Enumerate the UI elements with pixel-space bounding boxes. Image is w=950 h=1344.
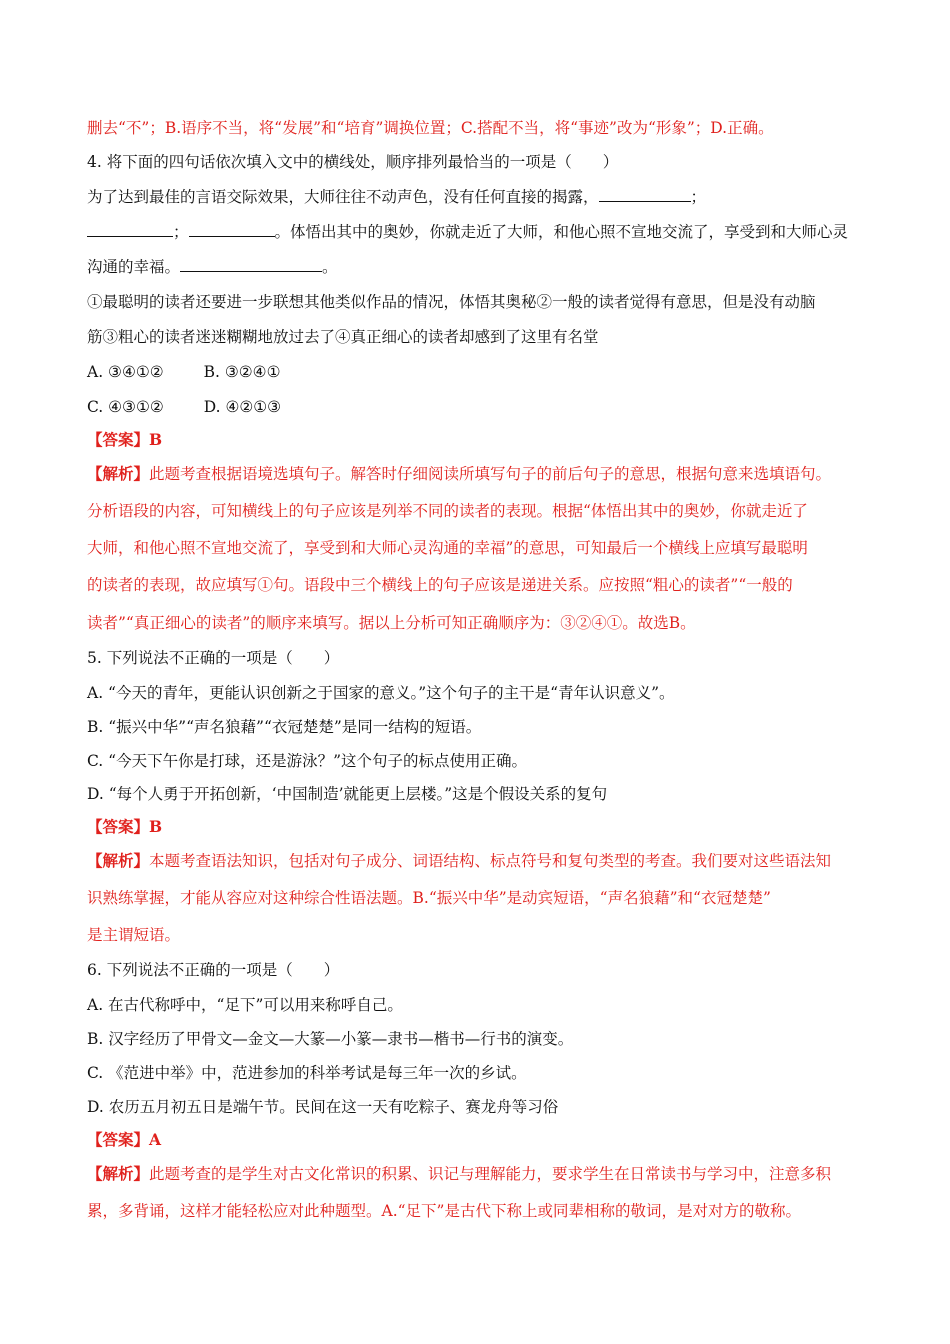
- q5-analysis-line1: [87, 851, 831, 871]
- blank-4: [180, 257, 322, 272]
- prev-analysis-tail: 删去“不”；B.语序不当，将“发展”和“培育”调换位置；C.搭配不当，将“事迹”改为“形象”；D.正确。: [87, 119, 774, 137]
- q5-answer: 【答案】B: [87, 817, 163, 836]
- q4-option-c: C. ④③①②: [87, 398, 164, 416]
- q4-option-a: A. ③④①②: [87, 363, 164, 381]
- q4-stem: 4. 将下面的四句话依次填入文中的横线处，顺序排列最恰当的一项是（ ）: [87, 153, 619, 171]
- q5-stem: 5. 下列说法不正确的一项是（ ）: [87, 649, 340, 667]
- q4-options-row2: [87, 397, 281, 417]
- blank-1: [599, 187, 691, 202]
- q4-passage-punct-1: ；: [690, 188, 707, 206]
- blank-3: [189, 222, 275, 237]
- q4-passage-text-3: 沟通的幸福。: [87, 258, 181, 276]
- q5-analysis-line3: 是主谓短语。: [87, 926, 181, 944]
- q5-analysis-line2: 识熟练掌握，才能从容应对这种综合性语法题。B.“振兴中华”是动宾短语，“声名狼藉”和“衣冠楚楚”: [87, 889, 771, 907]
- q4-answer: 【答案】B: [87, 430, 163, 449]
- q6-stem: 6. 下列说法不正确的一项是（ ）: [87, 961, 340, 979]
- q4-passage-line1: [87, 187, 706, 207]
- q6-option-c: C. 《范进中举》中，范进参加的科举考试是每三年一次的乡试。: [87, 1064, 527, 1082]
- q6-answer: 【答案】A: [87, 1130, 162, 1149]
- q5-analysis-tag: 【解析】: [87, 851, 150, 870]
- q4-analysis-line1: [87, 464, 831, 484]
- q4-analysis-line4: 的读者的表现，故应填写①句。语段中三个横线上的句子应该是递进关系。应按照“粗心的读者”“一般的: [87, 576, 793, 594]
- q6-analysis-tag: 【解析】: [87, 1164, 150, 1183]
- q6-option-a: A. 在古代称呼中，“足下”可以用来称呼自己。: [87, 996, 403, 1014]
- q6-analysis-line2: 累，多背诵，这样才能轻松应对此种题型。A.“足下”是古代下称上或同辈相称的敬词，是对对方的敬称。: [87, 1202, 801, 1220]
- blank-2: [87, 222, 173, 237]
- q4-sentences-2: 筋③粗心的读者迷迷糊糊地放过去了④真正细心的读者却感到了这里有名堂: [87, 328, 599, 346]
- q4-sentences-1: ①最聪明的读者还要进一步联想其他类似作品的情况，体悟其奥秘②一般的读者觉得有意思，但是没有动脑: [87, 293, 816, 311]
- q4-analysis-line2: 分析语段的内容，可知横线上的句子应该是列举不同的读者的表现。根据“体悟出其中的奥妙，你就走近了: [87, 502, 808, 520]
- q4-analysis-text-1: 此题考查根据语境选填句子。解答时仔细阅读所填写句子的前后句子的意思，根据句意来选填语句。: [149, 465, 832, 483]
- q4-passage-punct-3: 。: [322, 258, 338, 276]
- q4-analysis-tag: 【解析】: [87, 464, 150, 483]
- q6-option-b: B. 汉字经历了甲骨文—金文—大篆—小篆—隶书—楷书—行书的演变。: [87, 1030, 574, 1048]
- q5-option-a: A. “今天的青年，更能认识创新之于国家的意义。”这个句子的主干是“青年认识意义”。: [87, 684, 675, 702]
- q4-passage-line3: [87, 257, 338, 277]
- q4-passage-text-1: 为了达到最佳的言语交际效果，大师往往不动声色，没有任何直接的揭露，: [87, 188, 599, 206]
- q4-options-row1: [87, 362, 280, 382]
- q4-passage-punct-2: ；: [173, 223, 189, 241]
- q4-analysis-line3: 大师，和他心照不宣地交流了，享受到和大师心灵沟通的幸福”的意思，可知最后一个横线上应填写最聪明: [87, 539, 808, 557]
- q5-analysis-text-1: 本题考查语法知识，包括对句子成分、词语结构、标点符号和复句类型的考查。我们要对这些语法知: [149, 852, 832, 870]
- q4-option-d: D. ④②①③: [203, 398, 282, 416]
- q4-option-b: B. ③②④①: [203, 363, 281, 381]
- q6-option-d: D. 农历五月初五日是端午节。民间在这一天有吃粽子、赛龙舟等习俗: [87, 1098, 559, 1116]
- q6-analysis-line1: [87, 1164, 831, 1184]
- q4-passage-line2: [87, 222, 848, 242]
- q5-option-d: D. “每个人勇于开拓创新，‘中国制造’就能更上层楼。”这是个假设关系的复句: [87, 785, 608, 803]
- q6-analysis-text-1: 此题考查的是学生对古文化常识的积累、识记与理解能力，要求学生在日常读书与学习中，注意多积: [149, 1165, 832, 1183]
- q4-analysis-line5: 读者”“真正细心的读者”的顺序来填写。据以上分析可知正确顺序为：③②④①。故选B。: [87, 614, 696, 632]
- q4-passage-text-2: 。体悟出其中的奥妙，你就走近了大师，和他心照不宣地交流了，享受到和大师心灵: [274, 223, 849, 241]
- q5-option-b: B. “振兴中华”“声名狼藉”“衣冠楚楚”是同一结构的短语。: [87, 718, 482, 736]
- q5-option-c: C. “今天下午你是打球，还是游泳？”这个句子的标点使用正确。: [87, 752, 528, 770]
